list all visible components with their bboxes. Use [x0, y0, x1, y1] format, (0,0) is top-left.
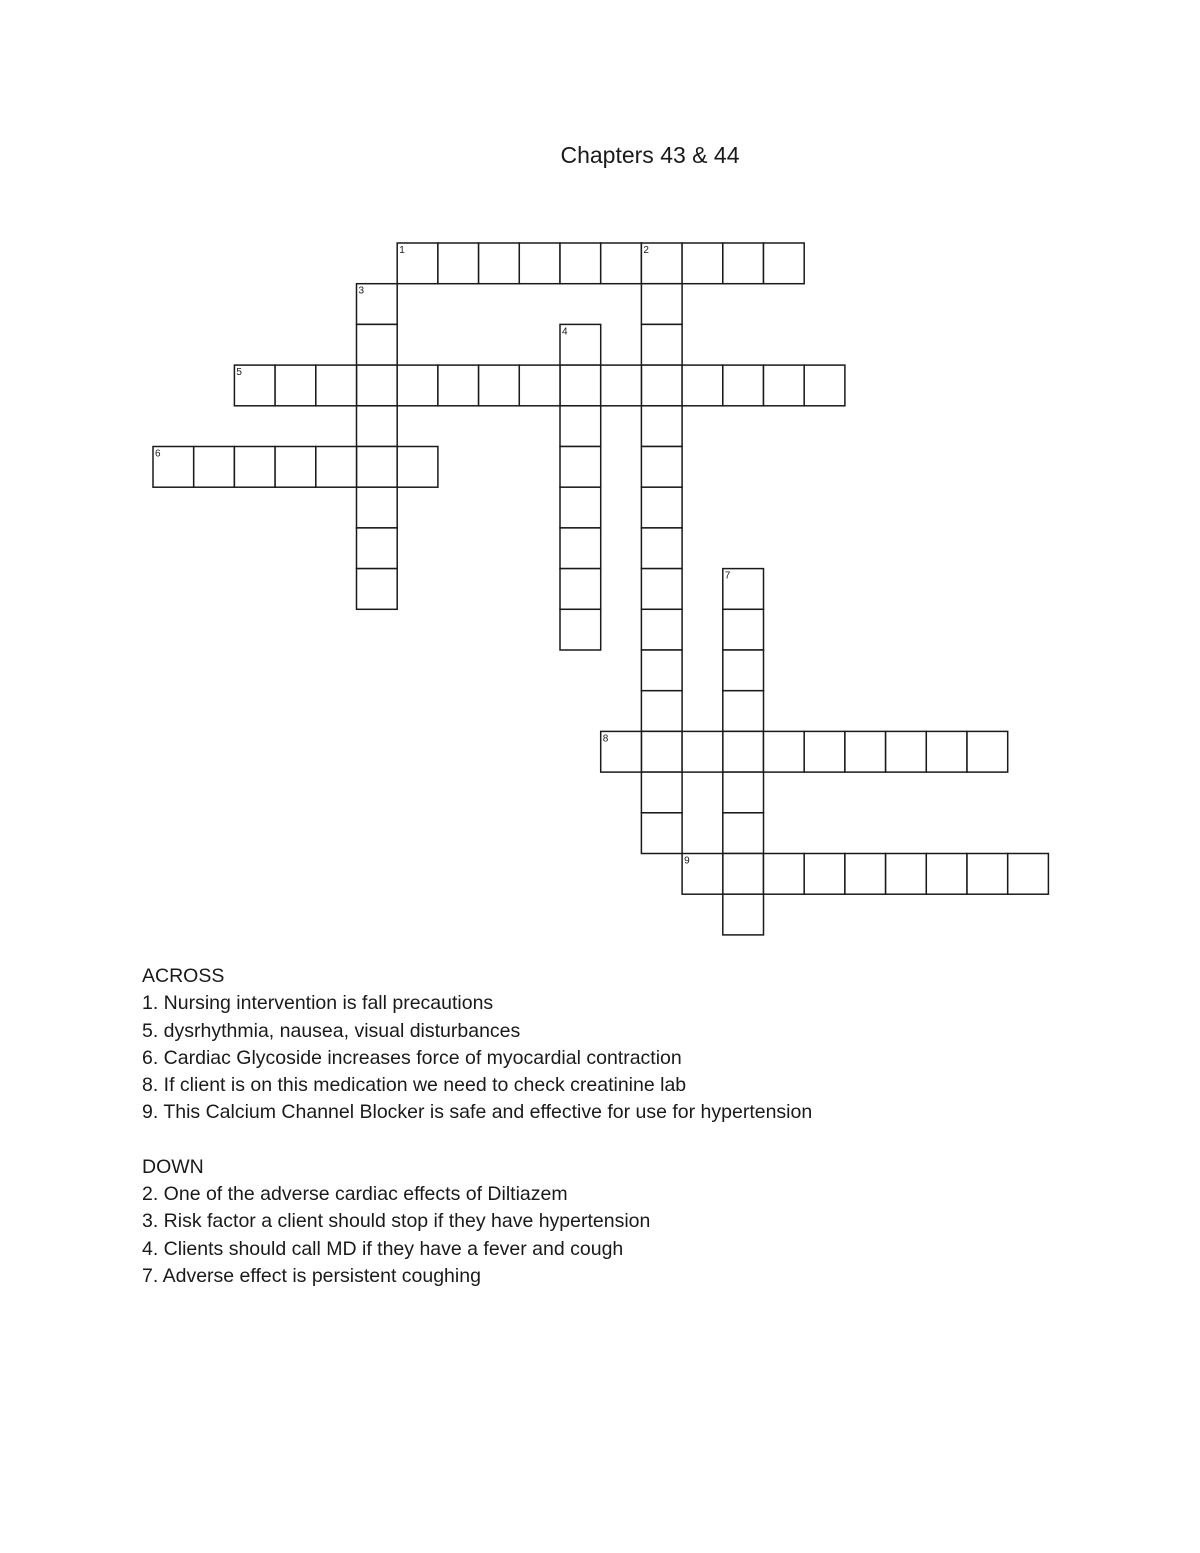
across-heading: ACROSS	[142, 965, 225, 987]
across-clue-6: 6. Cardiac Glycoside increases force of myocardial contraction	[142, 1046, 682, 1069]
grid-cell[interactable]	[438, 243, 479, 284]
grid-cell[interactable]	[1008, 854, 1049, 895]
clue-number-3: 3	[358, 285, 365, 297]
grid-cell[interactable]	[845, 854, 886, 895]
grid-cell[interactable]	[641, 487, 682, 528]
grid-cell[interactable]	[357, 569, 398, 610]
grid-cell[interactable]	[560, 487, 601, 528]
grid-cell[interactable]	[397, 365, 438, 406]
down-clue-list	[142, 1181, 812, 1290]
clue-number-8: 8	[602, 733, 609, 745]
grid-cell[interactable]	[194, 447, 235, 488]
clue-number-5: 5	[236, 367, 242, 379]
clue-number-4: 4	[562, 326, 568, 338]
grid-cell[interactable]	[560, 528, 601, 569]
grid-cell[interactable]	[723, 691, 764, 732]
grid-cell[interactable]	[519, 365, 560, 406]
across-clue-list	[142, 990, 812, 1126]
grid-cell[interactable]	[560, 569, 601, 610]
grid-cell[interactable]	[804, 365, 845, 406]
grid-cells	[153, 243, 1048, 935]
grid-cell[interactable]	[723, 243, 764, 284]
grid-cell[interactable]	[764, 365, 805, 406]
grid-cell[interactable]	[560, 365, 601, 406]
clue-spacer	[142, 1127, 812, 1154]
grid-cell[interactable]	[641, 772, 682, 813]
grid-cell[interactable]	[926, 731, 967, 772]
grid-cell[interactable]	[682, 243, 723, 284]
grid-cell[interactable]	[723, 731, 764, 772]
grid-cell[interactable]	[641, 528, 682, 569]
across-clue-9: 9. This Calcium Channel Blocker is safe and effective for use for hypertension	[142, 1101, 813, 1124]
grid-cell[interactable]	[641, 406, 682, 447]
grid-cell[interactable]	[316, 365, 357, 406]
grid-cell[interactable]	[519, 243, 560, 284]
across-clue-1: 1. Nursing intervention is fall precautions	[142, 992, 494, 1015]
grid-cell[interactable]	[357, 406, 398, 447]
grid-cell[interactable]	[682, 731, 723, 772]
page-title: Chapters 43 & 44	[560, 142, 740, 168]
grid-cell[interactable]	[804, 854, 845, 895]
grid-cell[interactable]	[967, 731, 1008, 772]
grid-cell[interactable]	[234, 447, 275, 488]
across-clue-8: 8. If client is on this medication we need to check creatinine lab	[142, 1074, 687, 1097]
grid-cell[interactable]	[560, 609, 601, 650]
grid-cell[interactable]	[601, 243, 642, 284]
grid-cell[interactable]	[641, 284, 682, 325]
grid-cell[interactable]	[845, 731, 886, 772]
down-clue-3: 3. Risk factor a client should stop if they have hypertension	[142, 1210, 651, 1233]
clue-number-7: 7	[724, 570, 731, 582]
grid-cell[interactable]	[886, 731, 927, 772]
grid-cell[interactable]	[479, 365, 520, 406]
grid-cell[interactable]	[641, 365, 682, 406]
clues-section	[142, 963, 812, 1290]
down-clue-7: 7. Adverse effect is persistent coughing	[142, 1264, 481, 1287]
clue-number-2: 2	[643, 245, 649, 256]
grid-cell[interactable]	[886, 854, 927, 895]
grid-cell[interactable]	[641, 324, 682, 365]
grid-cell[interactable]	[316, 447, 357, 488]
clue-number-9: 9	[684, 855, 690, 867]
grid-cell[interactable]	[723, 813, 764, 854]
grid-cell[interactable]	[641, 569, 682, 610]
grid-cell[interactable]	[723, 772, 764, 813]
clue-number-6: 6	[155, 448, 161, 460]
grid-cell[interactable]	[723, 854, 764, 895]
grid-cell[interactable]	[723, 365, 764, 406]
grid-cell[interactable]	[723, 894, 764, 935]
grid-cell[interactable]	[641, 650, 682, 691]
grid-cell[interactable]	[682, 365, 723, 406]
grid-cell[interactable]	[275, 447, 316, 488]
grid-cell[interactable]	[479, 243, 520, 284]
grid-cell[interactable]	[926, 854, 967, 895]
down-clue-4: 4. Clients should call MD if they have a fever and cough	[142, 1237, 624, 1260]
grid-cell[interactable]	[397, 447, 438, 488]
down-heading: DOWN	[142, 1155, 204, 1178]
grid-cell[interactable]	[764, 243, 805, 284]
grid-cell[interactable]	[723, 609, 764, 650]
grid-cell[interactable]	[641, 609, 682, 650]
grid-cell[interactable]	[641, 813, 682, 854]
grid-cell[interactable]	[804, 731, 845, 772]
grid-cell[interactable]	[641, 731, 682, 772]
grid-cell[interactable]	[357, 324, 398, 365]
grid-cell[interactable]	[357, 528, 398, 569]
grid-cell[interactable]	[764, 731, 805, 772]
grid-cell[interactable]	[764, 854, 805, 895]
grid-cell[interactable]	[601, 365, 642, 406]
grid-cell[interactable]	[560, 243, 601, 284]
grid-cell[interactable]	[560, 406, 601, 447]
grid-cell[interactable]	[357, 365, 398, 406]
clue-number-1: 1	[399, 245, 405, 256]
grid-cell[interactable]	[275, 365, 316, 406]
down-clue-2: 2. One of the adverse cardiac effects of Diltiazem	[142, 1183, 568, 1206]
across-clue-5: 5. dysrhythmia, nausea, visual disturbances	[142, 1019, 521, 1042]
grid-cell[interactable]	[723, 650, 764, 691]
grid-cell[interactable]	[641, 447, 682, 488]
grid-cell[interactable]	[967, 854, 1008, 895]
grid-cell[interactable]	[357, 447, 398, 488]
grid-cell[interactable]	[560, 447, 601, 488]
grid-cell[interactable]	[641, 691, 682, 732]
grid-cell[interactable]	[357, 487, 398, 528]
grid-cell[interactable]	[438, 365, 479, 406]
